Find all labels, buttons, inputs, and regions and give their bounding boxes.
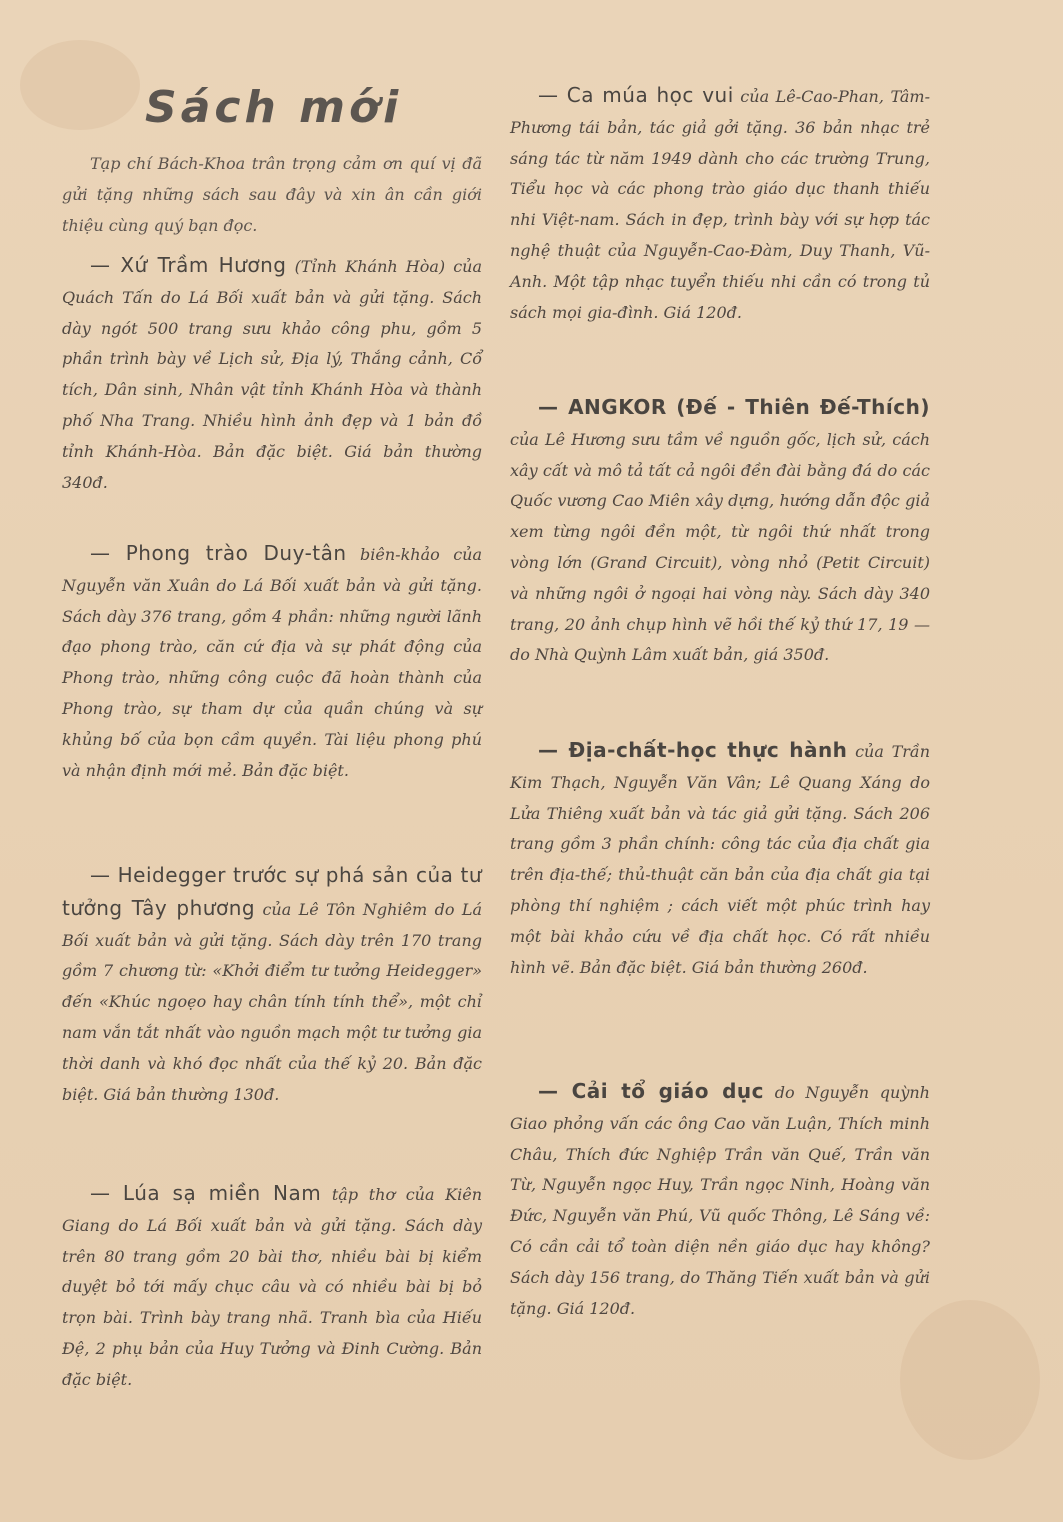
book-description: của Lê Hương sưu tầm về nguồn gốc, lịch sử, cách xây cất và mô tả tất cả ngôi đền đài bằng đá do các Quốc vương Cao Miên xây dựng, hướng dẫn độc giả xem từng ngôi đền một, từ ngôi thứ nhất trong vòng lớn (Grand Circuit), vòng nhỏ (Petit Circuit) và những ngôi ở ngoại hai vòng này. Sách dày 340 trang, 20 ảnh chụp hình vẽ hồi thế kỷ thứ 17, 19 — do Nhà Quỳnh Lâm xuất bản, giá 350đ. xyxy=(510,429,930,665)
book-description: (Tỉnh Khánh Hòa) của Quách Tấn do Lá Bối xuất bản và gửi tặng. Sách dày ngót 500 trang sưu khảo công phu, gồm 5 phần trình bày về Lịch sử, Địa lý, Thắng cảnh, Cổ tích, Dân sinh, Nhân vật tỉnh Khánh Hòa và thành phố Nha Trang. Nhiều hình ảnh đẹp và 1 bản đồ tỉnh Khánh-Hòa. Bản đặc biệt. Giá bản thường 340đ. xyxy=(62,257,482,492)
book-entry-angkor xyxy=(510,392,930,671)
book-title: — Phong trào Duy-tân xyxy=(90,541,347,565)
page-title: Sách mới xyxy=(145,82,403,133)
book-description: tập thơ của Kiên Giang do Lá Bối xuất bản và gửi tặng. Sách dày trên 80 trang gồm 20 bài thơ, nhiều bài bị kiểm duyệt bỏ tới mấy chục câu và có nhiều bài bị bỏ trọn bài. Trình bày trang nhã. Tranh bìa của Hiếu Đệ, 2 phụ bản của Huy Tưởng và Đinh Cường. Bản đặc biệt. xyxy=(62,1185,482,1389)
book-title: — Heidegger trước sự phá sản của tư tưởng Tây phương xyxy=(62,863,482,920)
book-description: do Nguyễn quỳnh Giao phỏng vấn các ông Cao văn Luận, Thích minh Châu, Thích đức Nghiệp Trần văn Quế, Trần văn Từ, Nguyễn ngọc Huy, Trần ngọc Ninh, Hoàng văn Đức, Nguyễn văn Phú, Vũ quốc Thông, Lê Sáng về: Có cần cải tổ toàn diện nền giáo dục hay không? Sách dày 156 trang, do Thăng Tiến xuất bản và gửi tặng. Giá 120đ. xyxy=(510,1083,930,1318)
book-description: của Lê-Cao-Phan, Tâm-Phương tái bản, tác giả gởi tặng. 36 bản nhạc trẻ sáng tác từ năm 1949 dành cho các trường Trung, Tiểu học và các phong trào giáo dục thanh thiếu nhi Việt-nam. Sách in đẹp, trình bày với sự hợp tác nghệ thuật của Nguyễn-Cao-Đàm, Duy Thanh, Vũ-Anh. Một tập nhạc tuyển thiếu nhi cần có trong tủ sách mọi gia-đình. Giá 120đ. xyxy=(510,87,931,322)
book-title: — Ca múa học vui xyxy=(538,83,734,107)
book-entry-heidegger xyxy=(62,860,482,1110)
book-title: — Lúa sạ miền Nam xyxy=(90,1181,322,1205)
book-entry-dia-chat-hoc xyxy=(510,735,930,983)
book-description: của Lê Tôn Nghiêm do Lá Bối xuất bản và gửi tặng. Sách dày trên 170 trang gồm 7 chương từ: «Khởi điểm tư tưởng Heidegger» đến «Khúc ngoẹo hay chân tính tính thể», một chỉ nam vắn tắt nhất vào nguồn mạch một tư tưởng gia thời danh và khó đọc nhất của thế kỷ 20. Bản đặc biệt. Giá bản thường 130đ. xyxy=(62,899,483,1104)
book-title: — Xứ Trầm Hương xyxy=(90,253,287,277)
paper-stain xyxy=(20,40,140,130)
book-title: — Địa-chất-học thực hành xyxy=(538,738,848,762)
book-title: — Cải tổ giáo dục xyxy=(538,1079,765,1103)
book-entry-phong-trao-duy-tan xyxy=(62,538,482,786)
book-description: của Trần Kim Thạch, Nguyễn Văn Vân; Lê Quang Xáng do Lửa Thiêng xuất bản và tác giả gửi tặng. Sách 206 trang gồm 3 phần chính: công tác của địa chất gia trên địa-thế; thủ-thuật căn bản của địa chất gia tại phòng thí nghiệm ; cách viết một phúc trình hay một bài khảo cứu về địa chất học. Có rất nhiều hình vẽ. Bản đặc biệt. Giá bản thường 260đ. xyxy=(510,742,930,977)
book-description: biên-khảo của Nguyễn văn Xuân do Lá Bối xuất bản và gửi tặng. Sách dày 376 trang, gồm 4 phần: những người lãnh đạo phong trào, căn cứ địa và sự phát động của Phong trào, những công cuộc đã hoàn thành của Phong trào, sự tham dự của quần chúng và sự khủng bố của bọn cầm quyền. Tài liệu phong phú và nhận định mới mẻ. Bản đặc biệt. xyxy=(62,545,483,780)
book-entry-xu-tram-huong xyxy=(62,250,482,498)
book-title: — ANGKOR (Đế - Thiên Đế-Thích) xyxy=(538,395,930,419)
intro-paragraph: Tạp chí Bách-Khoa trân trọng cảm ơn quí vị đã gửi tặng những sách sau đây và xin ân cần giới thiệu cùng quý bạn đọc. xyxy=(62,154,482,235)
book-entry-lua-sa-mien-nam xyxy=(62,1178,482,1396)
book-entry-cai-to-giao-duc xyxy=(510,1076,930,1324)
book-entry-ca-mua-hoc-vui xyxy=(510,80,930,328)
